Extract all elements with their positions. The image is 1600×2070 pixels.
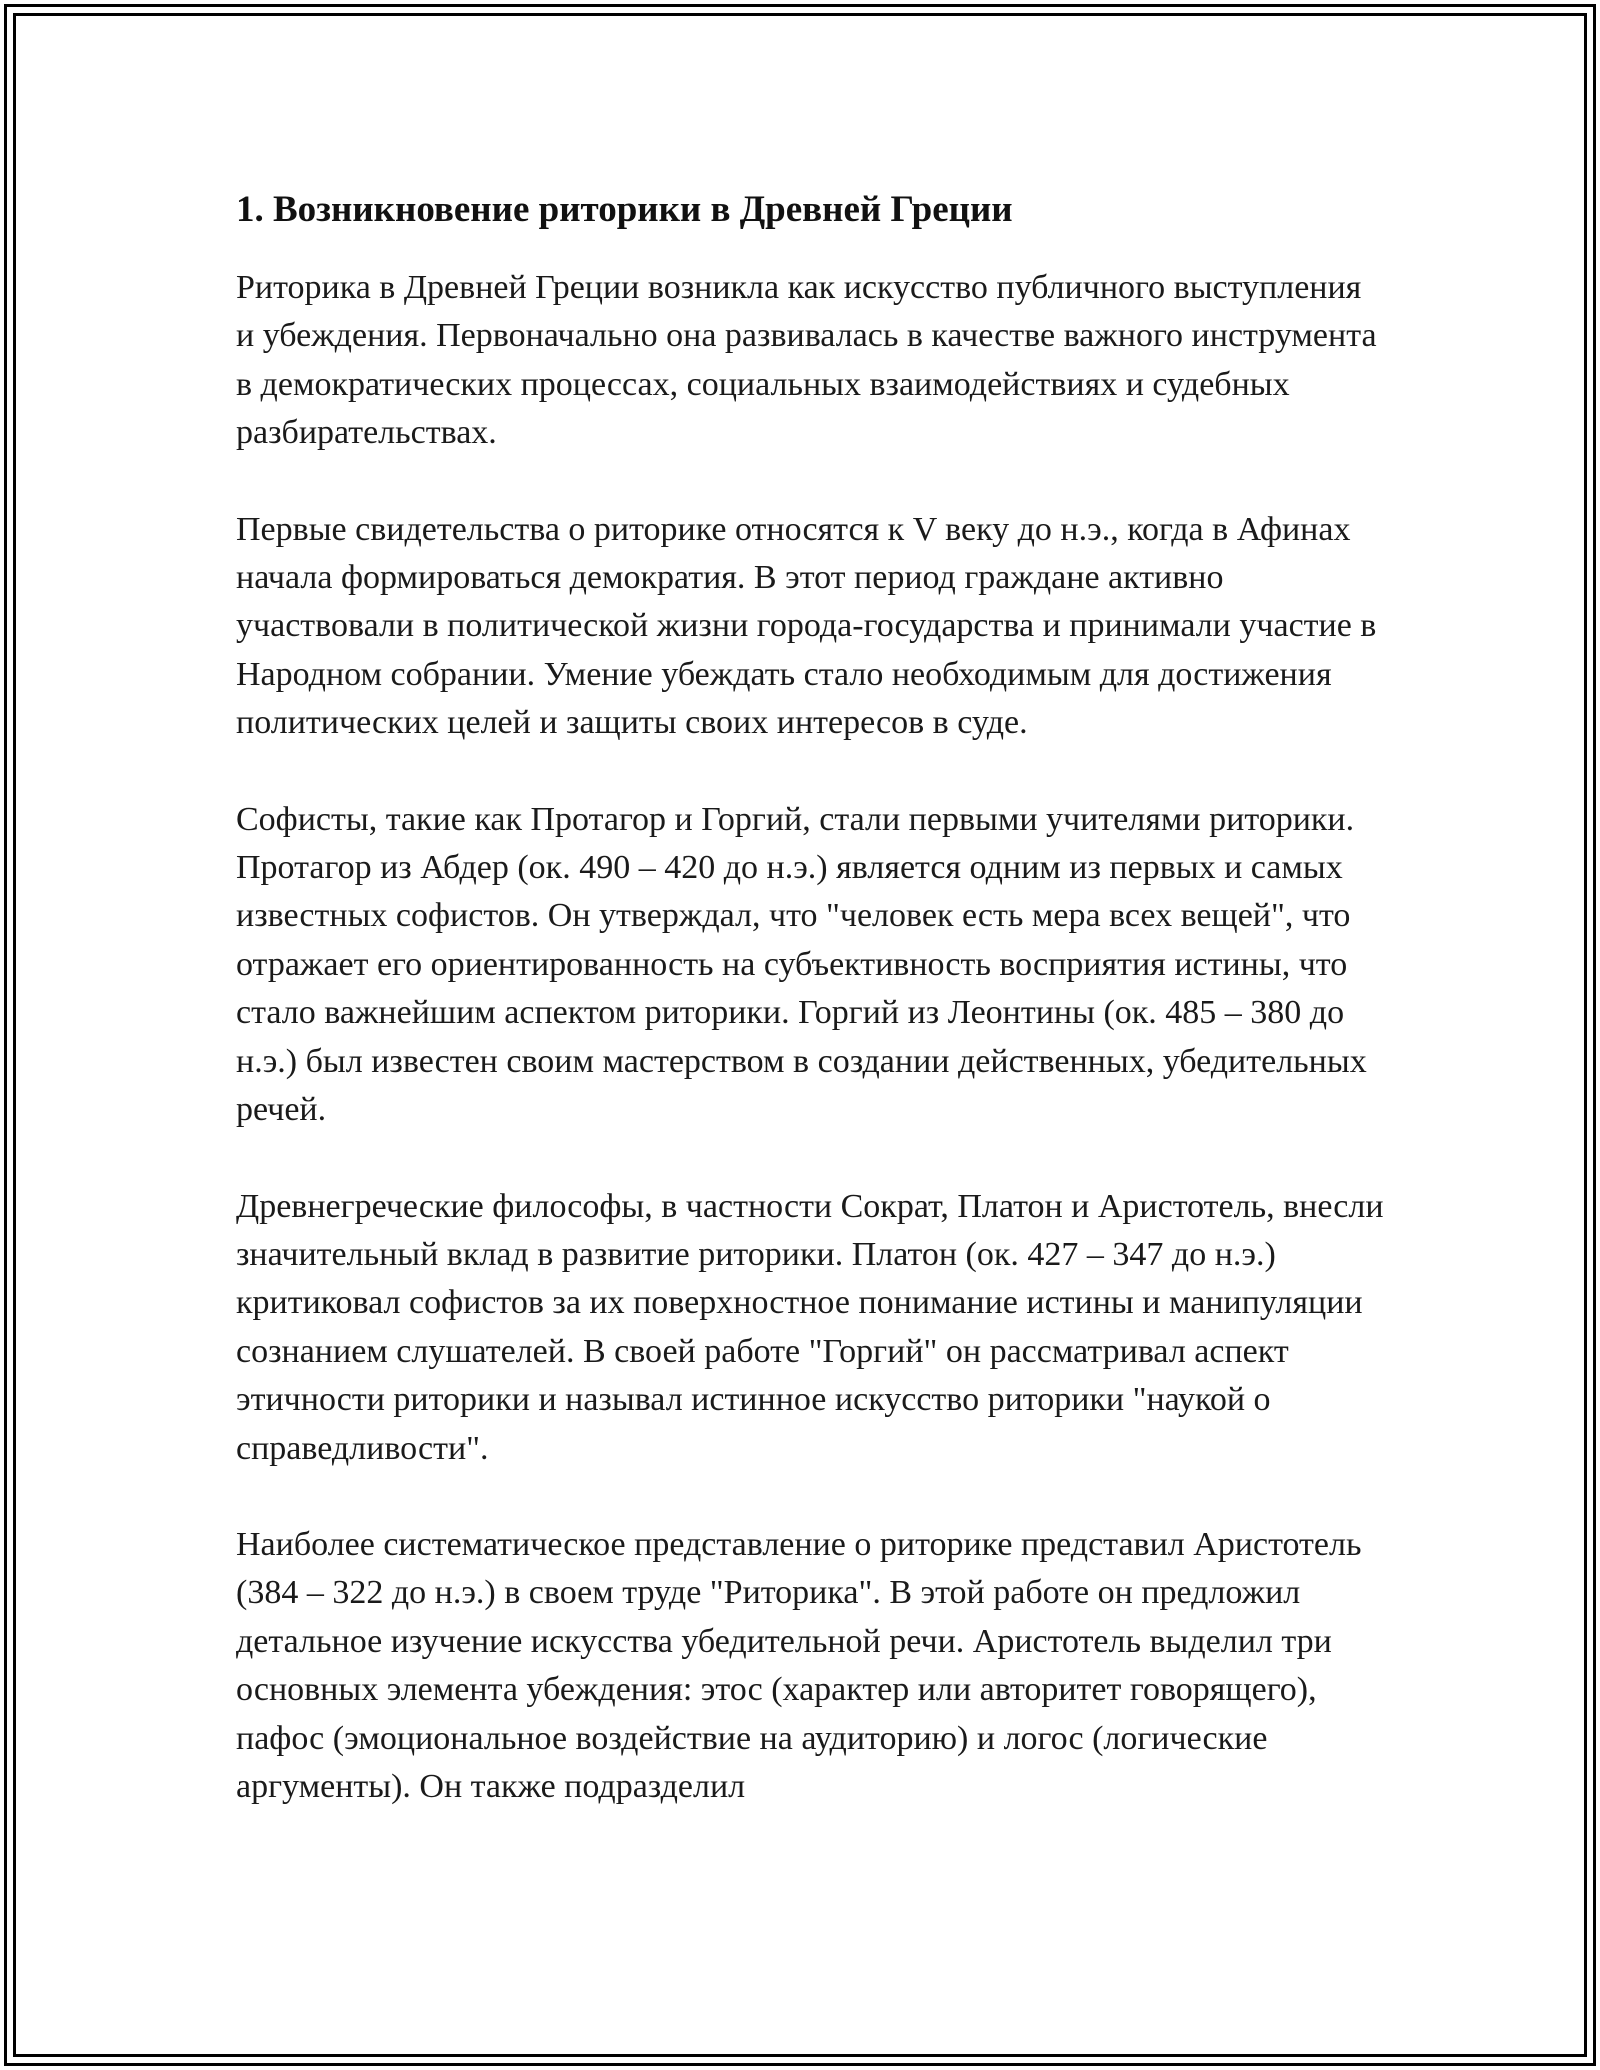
section-heading: 1. Возникновение риторики в Древней Греции: [236, 189, 1013, 230]
paragraph: Древнегреческие философы, в частности Сократ, Платон и Аристотель, внесли значительный вклад в развитие риторики. Платон (ок. 427 – 347 до н.э.) критиковал софистов за их поверхностное понимание истины и манипуляции сознанием слушателей. В своей работе "Горгий" он рассматривал аспект этичности риторики и называл истинное искусство риторики "наукой о справедливости".: [236, 1187, 1384, 1467]
paragraph: Первые свидетельства о риторике относятся к V веку до н.э., когда в Афинах начала формироваться демократия. В этот период граждане активно участвовали в политической жизни города-государства и принимали участие в Народном собрании. Умение убеждать стало необходимым для достижения политических целей и защиты своих интересов в суде.: [236, 510, 1377, 742]
paragraph: Софисты, такие как Протагор и Горгий, стали первыми учителями риторики. Протагор из Абдер (ок. 490 – 420 до н.э.) является одним из первых и самых известных софистов. Он утверждал, что "человек есть мера всех вещей", что отражает его ориентированность на субъективность восприятия истины, что стало важнейшим аспектом риторики. Горгий из Леонтины (ок. 485 – 380 до н.э.) был известен своим мастерством в создании действенных, убедительных речей.: [236, 800, 1367, 1129]
document-body: [236, 184, 1386, 1811]
paragraph: Наиболее систематическое представление о риторике представил Аристотель (384 – 322 до н.э.) в своем труде "Риторика". В этой работе он предложил детальное изучение искусства убедительной речи. Аристотель выделил три основных элемента убеждения: этос (характер или авторитет говорящего), пафос (эмоциональное воздействие на аудиторию) и логос (логические аргументы). Он также подразделил: [236, 1525, 1362, 1805]
paragraph: Риторика в Древней Греции возникла как искусство публичного выступления и убеждения. Первоначально она развивалась в качестве важного инструмента в демократических процессах, социальных взаимодействиях и судебных разбирательствах.: [236, 269, 1377, 452]
